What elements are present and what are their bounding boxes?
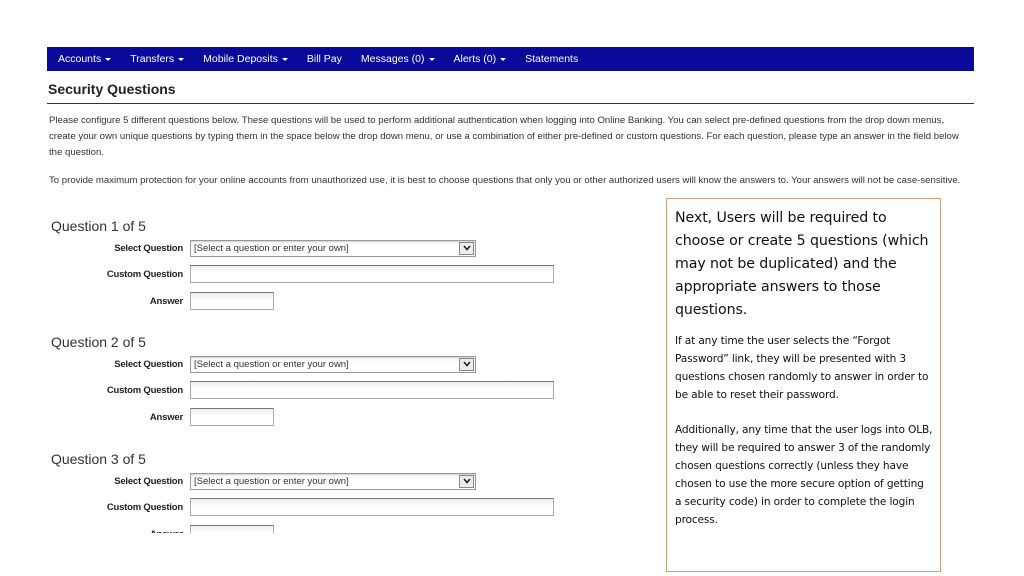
nav-item-label: Accounts — [58, 53, 102, 65]
question-block-2 — [51, 332, 571, 432]
answer-row — [51, 291, 274, 311]
nav-item-statements[interactable] — [525, 53, 578, 65]
chevron-down-icon[interactable] — [459, 475, 474, 488]
custom-question-label: Custom Question — [106, 501, 183, 513]
select-question-dropdown[interactable] — [190, 240, 476, 257]
annotation-callout — [666, 198, 941, 572]
custom-question-row — [51, 264, 554, 284]
caret-down-icon — [429, 58, 435, 61]
intro-paragraph-configure: Please configure 5 different questions below. These questions will be used to perform additional authentication when logging into Online Banking. You can select pre-defined questions from the drop down menus, create your own unique questions by typing them in the space below the drop down menu, or use a combination of either pre-defined or custom questions. For each question, please type an answer in the field below the question. — [49, 115, 959, 158]
select-question-value: [Select a question or enter your own] — [194, 358, 349, 370]
callout-lead-text: Next, Users will be required to choose or create 5 questions (which may not be duplicated) and the appropriate answers to those questions. — [675, 210, 929, 318]
custom-question-row — [51, 380, 554, 400]
nav-item-messages[interactable] — [361, 53, 435, 65]
select-question-label: Select Question — [114, 242, 183, 254]
nav-item-bill-pay[interactable] — [307, 53, 342, 65]
custom-question-label: Custom Question — [106, 384, 183, 396]
question-block-1 — [51, 216, 571, 316]
select-question-row — [51, 471, 476, 491]
select-question-value: [Select a question or enter your own] — [194, 475, 349, 487]
nav-item-mobile-deposits[interactable] — [203, 53, 288, 65]
caret-down-icon — [178, 58, 184, 61]
caret-down-icon — [282, 58, 288, 61]
question-heading: Question 1 of 5 — [51, 218, 146, 234]
select-question-row — [51, 354, 476, 374]
caret-down-icon — [500, 58, 506, 61]
chevron-down-icon[interactable] — [459, 242, 474, 255]
custom-question-row — [51, 497, 554, 517]
select-question-value: [Select a question or enter your own] — [194, 242, 349, 254]
answer-row — [51, 407, 274, 427]
nav-item-label: Messages (0) — [360, 53, 425, 65]
question-heading: Question 3 of 5 — [51, 451, 146, 467]
intro-paragraph-protection: To provide maximum protection for your online accounts from unauthorized use, it is best to choose questions that only you or other authorized users will know the answers to. Your answers will not be case-sensitive. — [49, 175, 961, 186]
nav-item-accounts[interactable] — [58, 53, 111, 65]
nav-item-label: Statements — [525, 53, 579, 65]
chevron-down-icon[interactable] — [459, 358, 474, 371]
nav-item-label: Mobile Deposits — [203, 53, 278, 65]
caret-down-icon — [105, 58, 111, 61]
title-divider — [47, 103, 974, 104]
select-question-dropdown[interactable] — [190, 356, 476, 373]
select-question-label: Select Question — [114, 475, 183, 487]
callout-login-text: Additionally, any time that the user logs into OLB, they will be required to answer 3 of the randomly chosen questions correctly (unless they have chosen to use the more secure option of getting a security code) in order to complete the login process. — [675, 424, 933, 526]
nav-item-label: Alerts (0) — [453, 53, 497, 65]
nav-item-transfers[interactable] — [130, 53, 184, 65]
answer-label: Answer — [149, 411, 183, 423]
main-nav-bar — [47, 47, 974, 71]
nav-item-label: Transfers — [130, 53, 175, 65]
question-heading: Question 2 of 5 — [51, 334, 146, 350]
custom-question-input[interactable] — [190, 498, 554, 516]
custom-question-input[interactable] — [190, 265, 554, 283]
nav-item-label: Bill Pay — [306, 53, 342, 65]
select-question-dropdown[interactable] — [190, 473, 476, 490]
answer-input[interactable] — [190, 408, 274, 426]
nav-item-alerts[interactable] — [454, 53, 507, 65]
custom-question-input[interactable] — [190, 381, 554, 399]
select-question-row — [51, 238, 476, 258]
custom-question-label: Custom Question — [106, 268, 183, 280]
answer-input[interactable] — [190, 292, 274, 310]
page-title: Security Questions — [48, 81, 176, 97]
screenshot-crop-edge — [0, 533, 640, 576]
callout-forgot-password-text: If at any time the user selects the “Forgot Password” link, they will be presented with 3 questions chosen randomly to answer in order to be able to reset their password. — [675, 335, 929, 401]
answer-label: Answer — [149, 295, 183, 307]
select-question-label: Select Question — [114, 358, 183, 370]
